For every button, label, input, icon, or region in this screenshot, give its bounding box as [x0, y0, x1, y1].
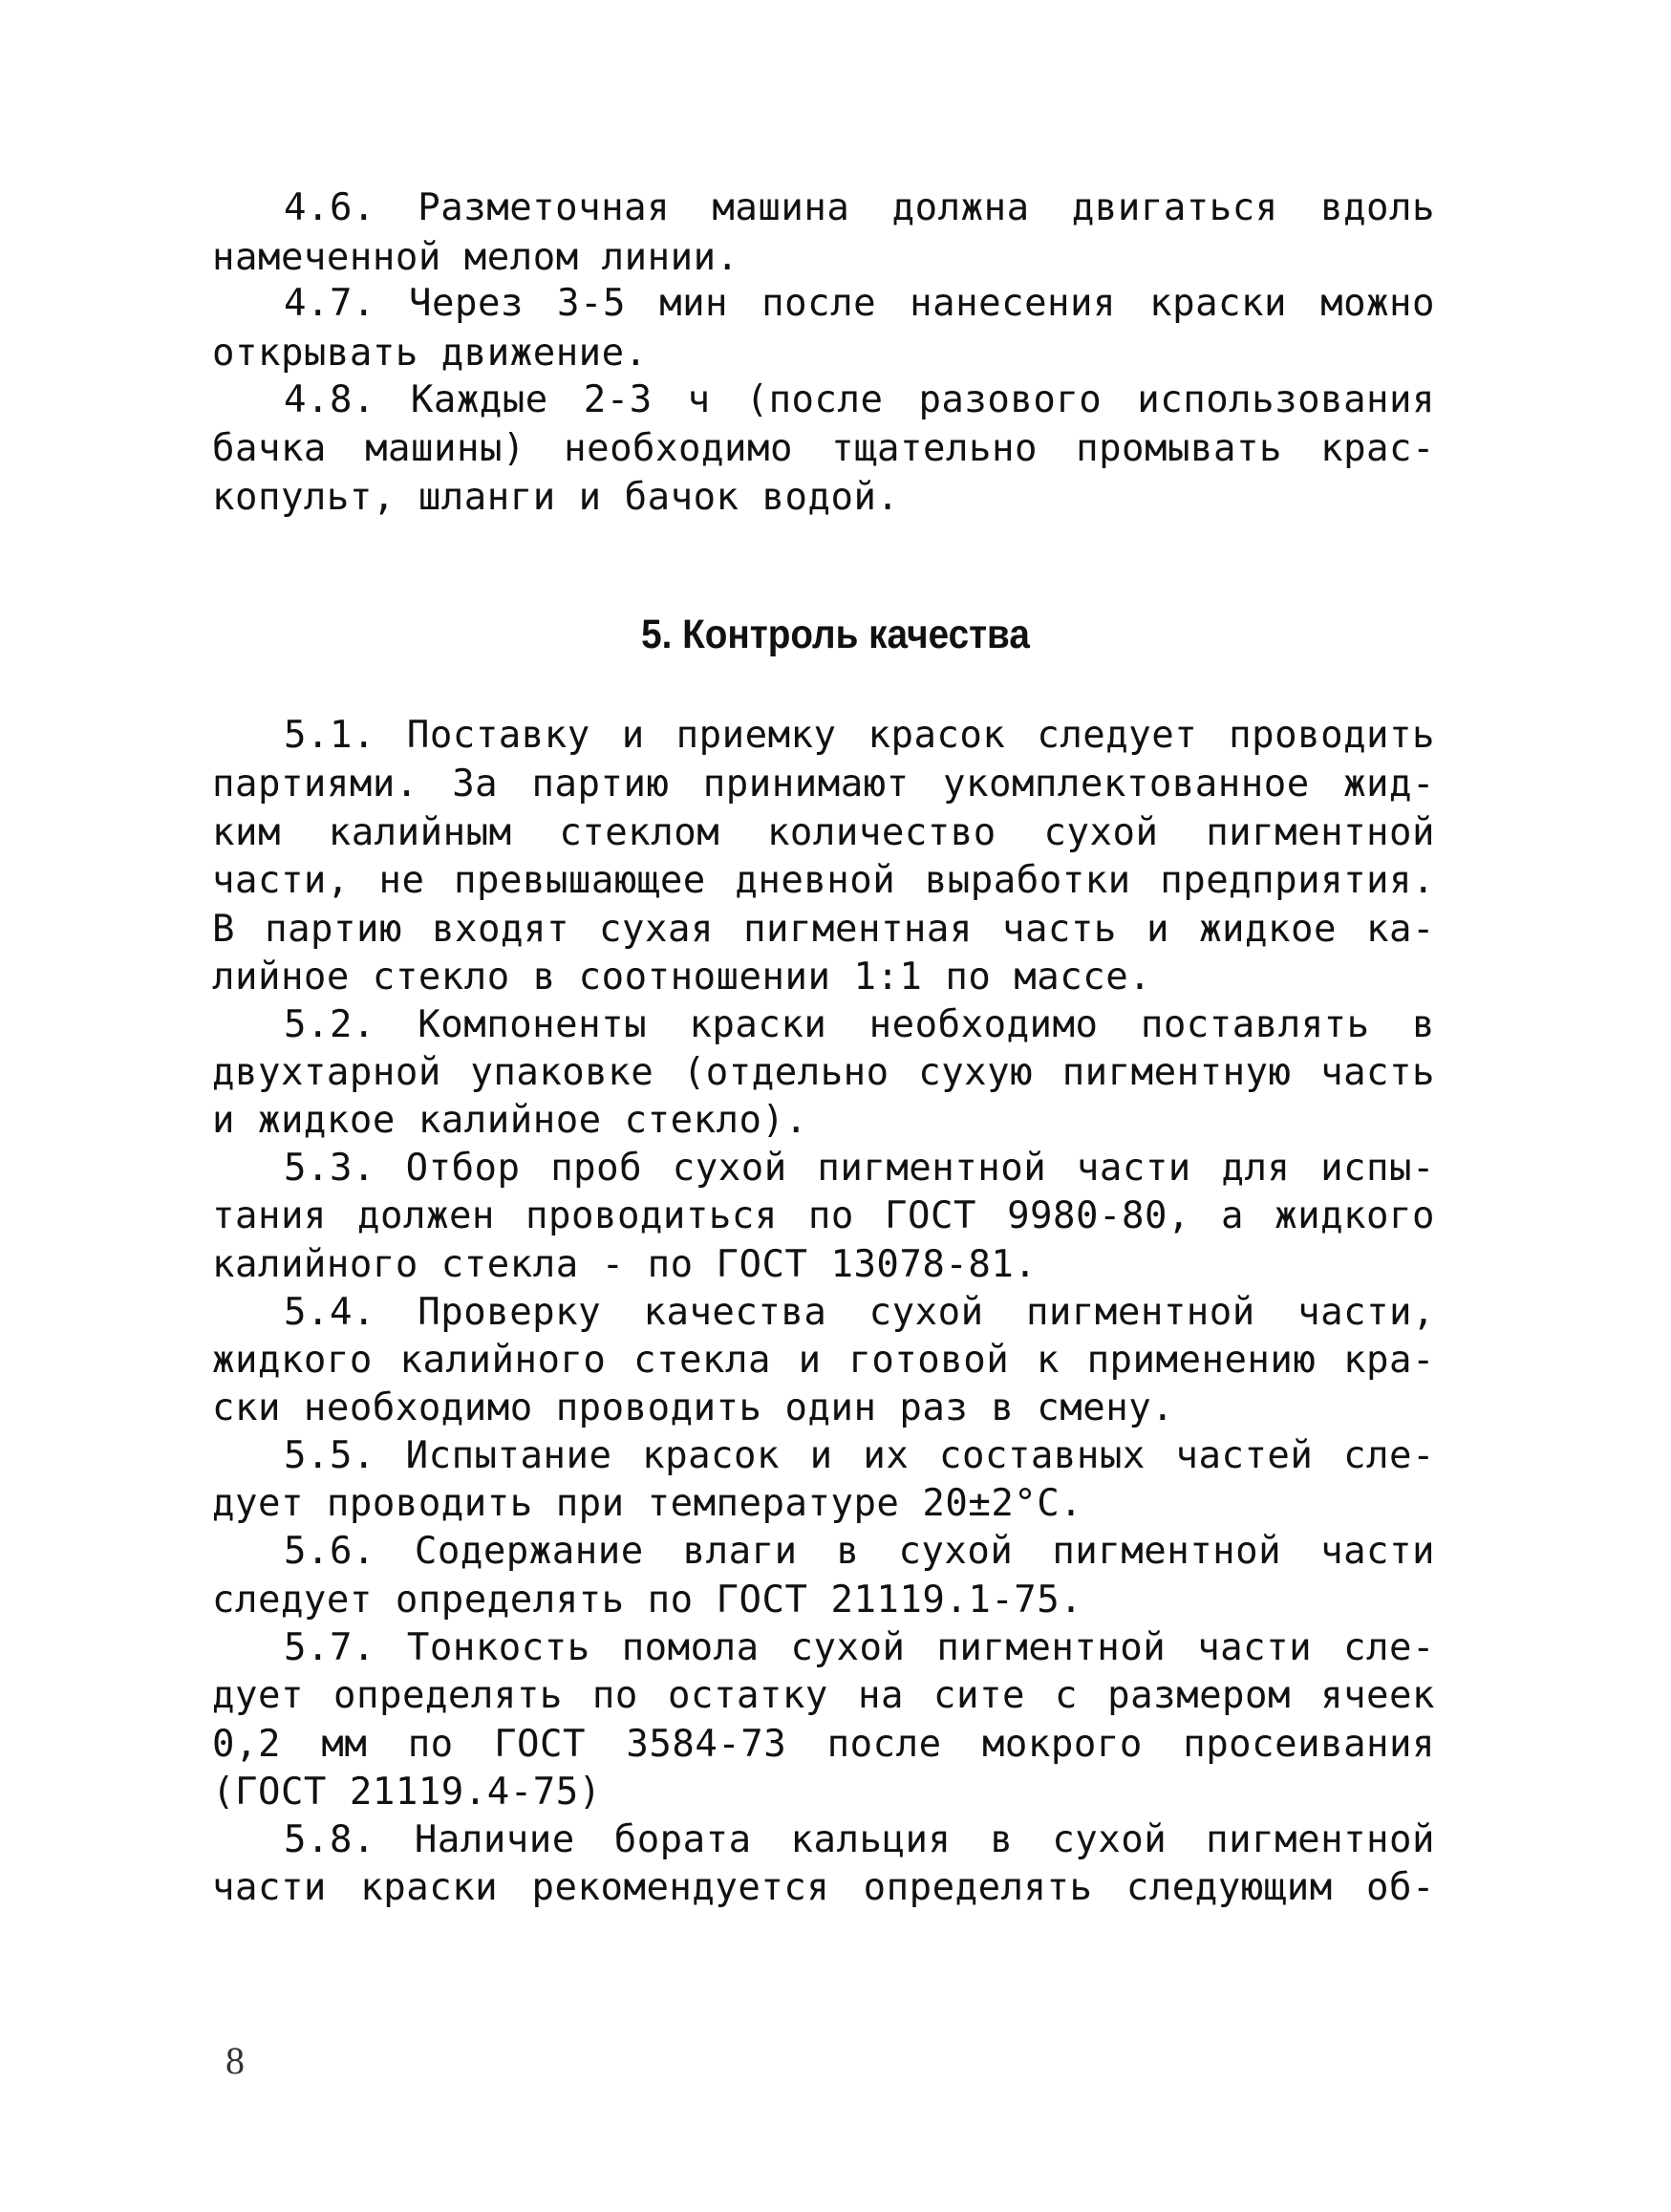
paragraph-5-3-line-1: 5.3. Отбор проб сухой пигментной части для испы- [284, 1147, 1435, 1190]
paragraph-5-7-line-1: 5.7. Тонкость помола сухой пигментной части сле- [284, 1626, 1435, 1669]
paragraph-5-8-line-1: 5.8. Наличие бората кальция в сухой пигментной [284, 1818, 1435, 1861]
paragraph-5-3-line-2: тания должен проводиться по ГОСТ 9980-80, а жидкого [212, 1194, 1435, 1237]
paragraph-5-1-line-6: лийное стекло в соотношении 1:1 по массе. [212, 956, 1152, 999]
paragraph-5-2-line-3: и жидкое калийное стекло). [212, 1099, 808, 1142]
paragraph-5-2-line-1: 5.2. Компоненты краски необходимо поставлять в [284, 1003, 1435, 1046]
paragraph-5-5-line-2: дует проводить при температуре 20±2°С. [212, 1482, 1083, 1525]
paragraph-4-7-line-1: 4.7. Через 3-5 мин после нанесения краски можно [284, 282, 1435, 325]
paragraph-5-4-line-1: 5.4. Проверку качества сухой пигментной части, [284, 1291, 1435, 1334]
paragraph-5-1-line-5: В партию входят сухая пигментная часть и жидкое ка- [212, 908, 1435, 951]
paragraph-5-3-line-3: калийного стекла - по ГОСТ 13078-81. [212, 1243, 1038, 1286]
paragraph-5-1-line-1: 5.1. Поставку и приемку красок следует проводить [284, 714, 1435, 757]
paragraph-5-5-line-1: 5.5. Испытание красок и их составных частей сле- [284, 1434, 1435, 1477]
paragraph-4-8-line-2: бачка машины) необходимо тщательно промывать крас- [212, 427, 1435, 470]
paragraph-5-7-line-2: дует определять по остатку на сите с размером ячеек [212, 1674, 1435, 1717]
paragraph-4-8-line-3: копульт, шланги и бачок водой. [212, 476, 900, 519]
paragraph-4-7-line-2: открывать движение. [212, 332, 648, 375]
page-number: 8 [225, 2039, 245, 2082]
paragraph-5-4-line-3: ски необходимо проводить один раз в смену. [212, 1386, 1175, 1429]
paragraph-5-7-line-3: 0,2 мм по ГОСТ 3584-73 после мокрого просеивания [212, 1723, 1435, 1766]
paragraph-5-8-line-2: части краски рекомендуется определять следующим об- [212, 1866, 1435, 1909]
paragraph-5-1-line-2: партиями. За партию принимают укомплектованное жид- [212, 762, 1435, 805]
paragraph-5-7-line-4: (ГОСТ 21119.4-75) [212, 1771, 602, 1814]
paragraph-5-6-line-2: следует определять по ГОСТ 21119.1-75. [212, 1578, 1083, 1621]
paragraph-5-2-line-2: двухтарной упаковке (отдельно сухую пигментную часть [212, 1051, 1435, 1094]
paragraph-4-6-line-1: 4.6. Разметочная машина должна двигаться вдоль [284, 186, 1435, 229]
paragraph-5-4-line-2: жидкого калийного стекла и готовой к применению кра- [212, 1339, 1435, 1382]
paragraph-4-8-line-1: 4.8. Каждые 2-3 ч (после разового использования [284, 378, 1435, 421]
paragraph-4-6-line-2: намеченной мелом линии. [212, 236, 739, 279]
section-5-heading: 5. Контроль качества [641, 612, 1030, 657]
paragraph-5-6-line-1: 5.6. Содержание влаги в сухой пигментной части [284, 1530, 1435, 1573]
paragraph-5-1-line-3: ким калийным стеклом количество сухой пигментной [212, 811, 1435, 854]
paragraph-5-1-line-4: части, не превышающее дневной выработки предприятия. [212, 859, 1435, 902]
